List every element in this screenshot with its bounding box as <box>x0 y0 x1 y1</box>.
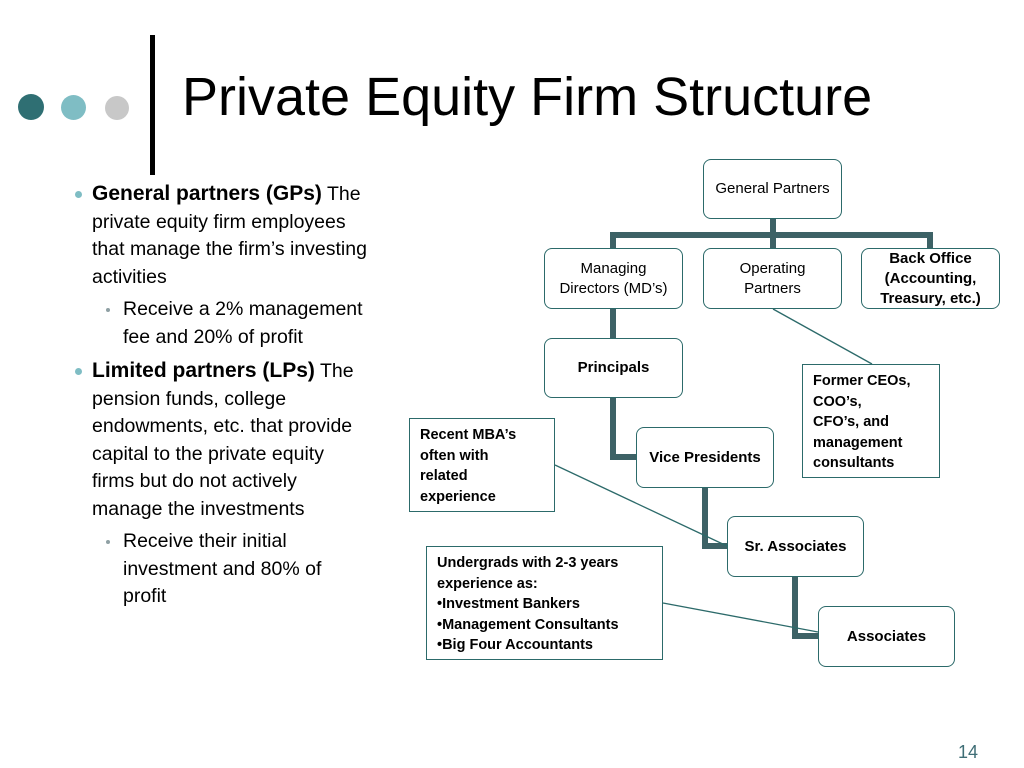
node-managing-directors <box>544 248 683 309</box>
node-associates <box>818 606 955 667</box>
connector-sr-to-associates <box>795 577 818 636</box>
bullet-heading: Limited partners (LPs) <box>92 359 315 382</box>
note-undergrads <box>426 546 663 660</box>
node-label-line: Partners <box>744 279 801 297</box>
node-label: Principals <box>577 359 650 376</box>
node-operating-partners <box>703 248 842 309</box>
node-label-line: (Accounting, <box>884 269 977 287</box>
node-label-line: Treasury, etc.) <box>880 289 981 307</box>
note-line: •Management Consultants <box>437 616 619 633</box>
connector-principals-to-vp <box>613 398 636 457</box>
node-label-line: Managing <box>580 259 647 277</box>
bullet-text: The private equity firm employees that manage the firm’s investing activities <box>92 183 367 288</box>
node-general-partners <box>703 159 842 219</box>
note-line: related <box>420 468 468 484</box>
note-line: often with <box>420 447 489 464</box>
note-line: COO’s, <box>813 393 862 410</box>
node-label-line: Operating <box>739 259 806 277</box>
sub-bullet-gp-fee: Receive a 2% management fee and 20% of profit <box>70 296 370 351</box>
node-label: Sr. Associates <box>744 537 847 555</box>
bullet-text: The pension funds, college endowments, etc. that provide capital to the private equity firms but do not actively manage the investments <box>92 360 354 520</box>
note-line: CFO’s, and <box>813 414 889 430</box>
node-label: General Partners <box>715 180 830 197</box>
note-line: •Big Four Accountants <box>437 637 593 653</box>
node-label: Vice Presidents <box>649 448 761 466</box>
note-line: experience <box>420 488 496 505</box>
page-title: Private Equity Firm Structure <box>182 67 873 127</box>
note-line: •Investment Bankers <box>437 596 580 612</box>
note-line: Recent MBA’s <box>420 427 517 443</box>
note-former-ceos <box>802 364 940 478</box>
note-line: management <box>813 434 903 451</box>
note-line: consultants <box>813 455 895 471</box>
node-vice-presidents <box>636 427 774 488</box>
note-line: Former CEOs, <box>813 373 911 389</box>
node-label: Associates <box>846 627 927 645</box>
node-label-line: Directors (MD’s) <box>559 279 668 297</box>
node-sr-associates <box>727 516 864 577</box>
bullet-heading: General partners (GPs) <box>92 182 322 205</box>
sub-bullet-lp-return: Receive their initial investment and 80% of profit <box>70 528 370 611</box>
node-label-line: Back Office <box>889 249 972 267</box>
page-number: 14 <box>958 742 979 762</box>
node-back-office <box>861 248 1000 309</box>
node-principals <box>544 338 683 398</box>
pointer-operating-to-former-ceos <box>773 309 872 364</box>
note-line: Undergrads with 2-3 years <box>437 555 619 571</box>
note-recent-mbas <box>409 418 555 512</box>
note-line: experience as: <box>437 575 538 592</box>
